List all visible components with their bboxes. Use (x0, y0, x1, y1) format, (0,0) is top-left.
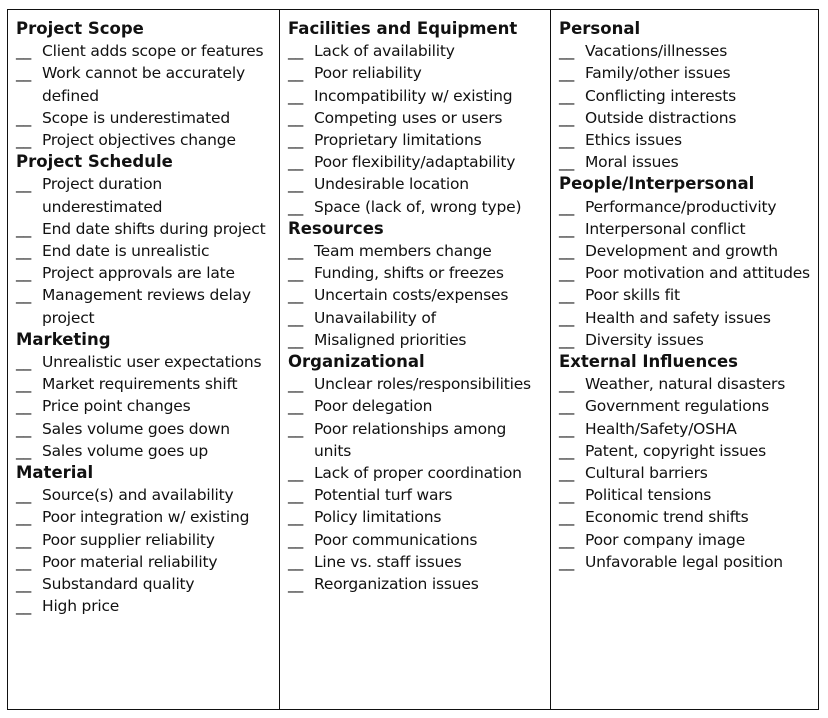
checkbox-blank-line (559, 418, 585, 440)
checklist-item-label: Poor delegation (314, 397, 433, 416)
section-heading: Facilities and Equipment (288, 19, 518, 38)
checklist-item-label: Funding, shifts or freezes (314, 264, 504, 283)
checklist-item (288, 462, 550, 484)
checkbox-blank-line (16, 595, 42, 617)
checklist-item (559, 506, 818, 528)
checklist-item-label: Policy limitations (314, 508, 442, 527)
checklist-item (288, 240, 550, 262)
checkbox-blank-line (559, 307, 585, 329)
checkbox-blank-line (559, 551, 585, 573)
checklist-item (559, 551, 818, 573)
checklist-item-label: Price point changes (42, 397, 191, 416)
checklist-item-label: Development and growth (585, 242, 778, 260)
checklist-item (559, 151, 818, 173)
checklist-item (288, 395, 550, 417)
checklist-item-label: Weather, natural disasters (585, 375, 786, 394)
checkbox-blank-line (16, 418, 42, 440)
checklist-item (288, 151, 550, 173)
checklist-item (559, 329, 818, 351)
checklist-item (559, 418, 818, 440)
checklist-item-label: Uncertain costs/expenses (314, 286, 509, 305)
checklist-item (559, 240, 818, 262)
checklist-item (16, 373, 279, 395)
checklist-item-label: Team members change (314, 242, 492, 260)
checklist-item (16, 218, 279, 240)
checklist-item (559, 395, 818, 417)
checkbox-blank-line (288, 129, 314, 151)
checklist-item-label: Source(s) and availability (42, 486, 234, 505)
checkbox-blank-line (559, 85, 585, 107)
section-heading: Personal (559, 19, 641, 38)
checkbox-blank-line (559, 262, 585, 284)
checkbox-blank-line (16, 351, 42, 373)
checkbox-blank-line (559, 284, 585, 306)
checkbox-blank-line (16, 506, 42, 528)
checkbox-blank-line (288, 240, 314, 262)
checklist-item-label: Project duration underestimated (42, 175, 163, 216)
checklist-item-label: Ethics issues (585, 131, 682, 149)
checklist-item (16, 262, 279, 284)
checklist-item-label: Government regulations (585, 397, 769, 416)
checkbox-blank-line (288, 284, 314, 306)
checklist-item (288, 129, 550, 151)
checklist-item-label: Unrealistic user expectations (42, 353, 262, 371)
checklist-item (288, 62, 550, 84)
checklist-item-label: Diversity issues (585, 330, 704, 349)
checkbox-blank-line (288, 329, 314, 351)
risk-checklist-table (7, 9, 819, 710)
checklist-item-label: Family/other issues (585, 64, 731, 83)
checkbox-blank-line (559, 129, 585, 151)
checklist-item (559, 284, 818, 306)
checkbox-blank-line (559, 506, 585, 528)
checklist-item (16, 351, 279, 373)
checklist-item (16, 573, 279, 595)
checklist-item (16, 595, 279, 617)
checklist-item (288, 573, 550, 595)
checklist-item-label: Competing uses or users (314, 108, 503, 127)
checkbox-blank-line (16, 551, 42, 573)
checklist-item-label: Scope is underestimated (42, 108, 230, 127)
checkbox-blank-line (16, 395, 42, 417)
checklist-item (559, 218, 818, 240)
checklist-item-label: Poor company image (585, 530, 746, 549)
checklist-item-label: Patent, copyright issues (585, 441, 766, 460)
section-heading: People/Interpersonal (559, 174, 755, 194)
checkbox-blank-line (16, 284, 42, 328)
checkbox-blank-line (16, 529, 42, 551)
checkbox-blank-line (16, 40, 42, 62)
checklist-item (288, 373, 550, 395)
checklist-item-label: Poor flexibility/adaptability (314, 153, 516, 172)
checkbox-blank-line (559, 462, 585, 484)
checklist-item (288, 329, 550, 351)
checklist-item (559, 129, 818, 151)
checkbox-blank-line (559, 218, 585, 240)
checklist-item-label: Undesirable location (314, 175, 469, 194)
checklist-item (288, 418, 550, 462)
checklist-item (559, 484, 818, 506)
checkbox-blank-line (288, 107, 314, 129)
checklist-item-label: Misaligned priorities (314, 330, 467, 349)
checklist-item-label: Economic trend shifts (585, 508, 749, 527)
checkbox-blank-line (16, 440, 42, 462)
checklist-item (559, 85, 818, 107)
checklist-item (288, 506, 550, 528)
checkbox-blank-line (288, 262, 314, 284)
checkbox-blank-line (16, 173, 42, 217)
checkbox-blank-line (16, 240, 42, 262)
checklist-item-label: High price (42, 597, 120, 616)
checklist-item-label: Lack of availability (314, 42, 455, 61)
checklist-item (16, 107, 279, 129)
checklist-item-label: Substandard quality (42, 575, 195, 594)
checklist-item-label: Poor integration w/ existing (42, 508, 250, 527)
checkbox-blank-line (559, 151, 585, 173)
checklist-item-label: Poor skills fit (585, 286, 680, 305)
checklist-item-label: Poor motivation and attitudes (585, 264, 810, 283)
checklist-item-label: Poor reliability (314, 64, 422, 83)
checklist-item (16, 40, 279, 62)
checklist-item (559, 196, 818, 218)
checklist-item (288, 40, 550, 62)
checklist-item (559, 529, 818, 551)
checklist-column (279, 10, 550, 709)
checkbox-blank-line (288, 418, 314, 462)
section-heading: Project Scope (16, 19, 144, 38)
checklist-item-label: Poor material reliability (42, 552, 218, 571)
checkbox-blank-line (559, 529, 585, 551)
checklist-item (16, 129, 279, 151)
checkbox-blank-line (288, 462, 314, 484)
checkbox-blank-line (288, 151, 314, 173)
checklist-item (288, 551, 550, 573)
checklist-item (288, 262, 550, 284)
checklist-item (16, 395, 279, 417)
checkbox-blank-line (559, 40, 585, 62)
checklist-item-label: Conflicting interests (585, 86, 737, 105)
checkbox-blank-line (288, 395, 314, 417)
checklist-item (16, 418, 279, 440)
checklist-item (559, 62, 818, 84)
checklist-item-label: Market requirements shift (42, 375, 238, 394)
checklist-item (16, 484, 279, 506)
checkbox-blank-line (559, 240, 585, 262)
checklist-column (8, 10, 279, 709)
checkbox-blank-line (16, 573, 42, 595)
checkbox-blank-line (559, 373, 585, 395)
checklist-item (288, 529, 550, 551)
checkbox-blank-line (559, 395, 585, 417)
checklist-item-label: Poor relationships among units (314, 419, 507, 460)
checkbox-blank-line (16, 129, 42, 151)
checklist-item-label: End date shifts during project (42, 219, 266, 238)
checklist-item-label: Health and safety issues (585, 308, 771, 327)
checklist-item-label: Potential turf wars (314, 486, 453, 505)
checkbox-blank-line (16, 107, 42, 129)
checklist-item (559, 440, 818, 462)
checkbox-blank-line (559, 196, 585, 218)
checklist-item (16, 529, 279, 551)
checklist-item (16, 240, 279, 262)
checkbox-blank-line (288, 307, 314, 329)
checklist-item-label: Project objectives change (42, 131, 236, 149)
section-heading: Organizational (288, 352, 425, 372)
section-heading: External Influences (559, 352, 739, 372)
checklist-item (16, 551, 279, 573)
checklist-item-label: Health/Safety/OSHA (585, 419, 737, 438)
checklist-item (559, 107, 818, 129)
checkbox-blank-line (559, 440, 585, 462)
checkbox-blank-line (16, 62, 42, 106)
checkbox-blank-line (559, 107, 585, 129)
checklist-item-label: Cultural barriers (585, 464, 708, 483)
checkbox-blank-line (288, 173, 314, 195)
checklist-item-label: Line vs. staff issues (314, 552, 462, 571)
checklist-item-label: End date is unrealistic (42, 242, 210, 260)
checklist-item (288, 196, 550, 218)
checkbox-blank-line (288, 506, 314, 528)
checklist-item (288, 107, 550, 129)
checkbox-blank-line (288, 573, 314, 595)
checkbox-blank-line (288, 373, 314, 395)
checklist-item-label: Poor supplier reliability (42, 530, 215, 549)
checklist-item (559, 40, 818, 62)
checkbox-blank-line (288, 551, 314, 573)
checklist-item (288, 173, 550, 195)
checklist-item (288, 484, 550, 506)
checklist-item (288, 85, 550, 107)
checklist-item-label: Incompatibility w/ existing (314, 86, 513, 105)
checkbox-blank-line (16, 373, 42, 395)
section-heading: Resources (288, 218, 384, 238)
checklist-item (16, 284, 279, 328)
checkbox-blank-line (288, 85, 314, 107)
checklist-item-label: Outside distractions (585, 108, 737, 127)
checkbox-blank-line (16, 218, 42, 240)
checkbox-blank-line (288, 196, 314, 218)
checklist-item (288, 284, 550, 306)
checkbox-blank-line (559, 62, 585, 84)
section-heading: Project Schedule (16, 152, 173, 172)
checklist-item (16, 440, 279, 462)
checklist-item-label: Sales volume goes up (42, 441, 209, 460)
checklist-column (550, 10, 818, 709)
checklist-item-label: Client adds scope or features (42, 42, 264, 61)
checklist-item (559, 307, 818, 329)
checklist-item-label: Performance/productivity (585, 197, 777, 216)
checkbox-blank-line (16, 262, 42, 284)
checklist-item (559, 462, 818, 484)
section-heading: Material (16, 463, 94, 483)
checkbox-blank-line (288, 62, 314, 84)
checklist-item (559, 373, 818, 395)
checkbox-blank-line (559, 329, 585, 351)
checklist-item (16, 173, 279, 217)
checkbox-blank-line (288, 40, 314, 62)
checklist-item-label: Unclear roles/responsibilities (314, 375, 531, 394)
checkbox-blank-line (288, 484, 314, 506)
checklist-item-label: Project approvals are late (42, 264, 235, 283)
checkbox-blank-line (559, 484, 585, 506)
checklist-item-label: Unavailability of (314, 308, 436, 327)
checklist-item (16, 62, 279, 106)
checklist-item-label: Management reviews delay project (42, 286, 251, 327)
checklist-item (559, 262, 818, 284)
checklist-item-label: Space (lack of, wrong type) (314, 197, 522, 216)
checklist-item-label: Lack of proper coordination (314, 464, 522, 483)
checklist-item-label: Political tensions (585, 486, 712, 505)
checklist-item-label: Work cannot be accurately defined (42, 64, 245, 105)
checklist-item-label: Interpersonal conflict (585, 219, 746, 238)
checkbox-blank-line (16, 484, 42, 506)
checklist-item-label: Unfavorable legal position (585, 552, 783, 571)
checklist-item-label: Vacations/illnesses (585, 42, 728, 61)
checklist-item-label: Reorganization issues (314, 575, 479, 594)
checklist-item-label: Moral issues (585, 153, 679, 172)
section-heading: Marketing (16, 329, 111, 349)
checklist-item (288, 307, 550, 329)
checkbox-blank-line (288, 529, 314, 551)
checklist-item-label: Sales volume goes down (42, 419, 230, 438)
checklist-item-label: Poor communications (314, 530, 478, 549)
checklist-item-label: Proprietary limitations (314, 131, 482, 149)
checklist-item (16, 506, 279, 528)
